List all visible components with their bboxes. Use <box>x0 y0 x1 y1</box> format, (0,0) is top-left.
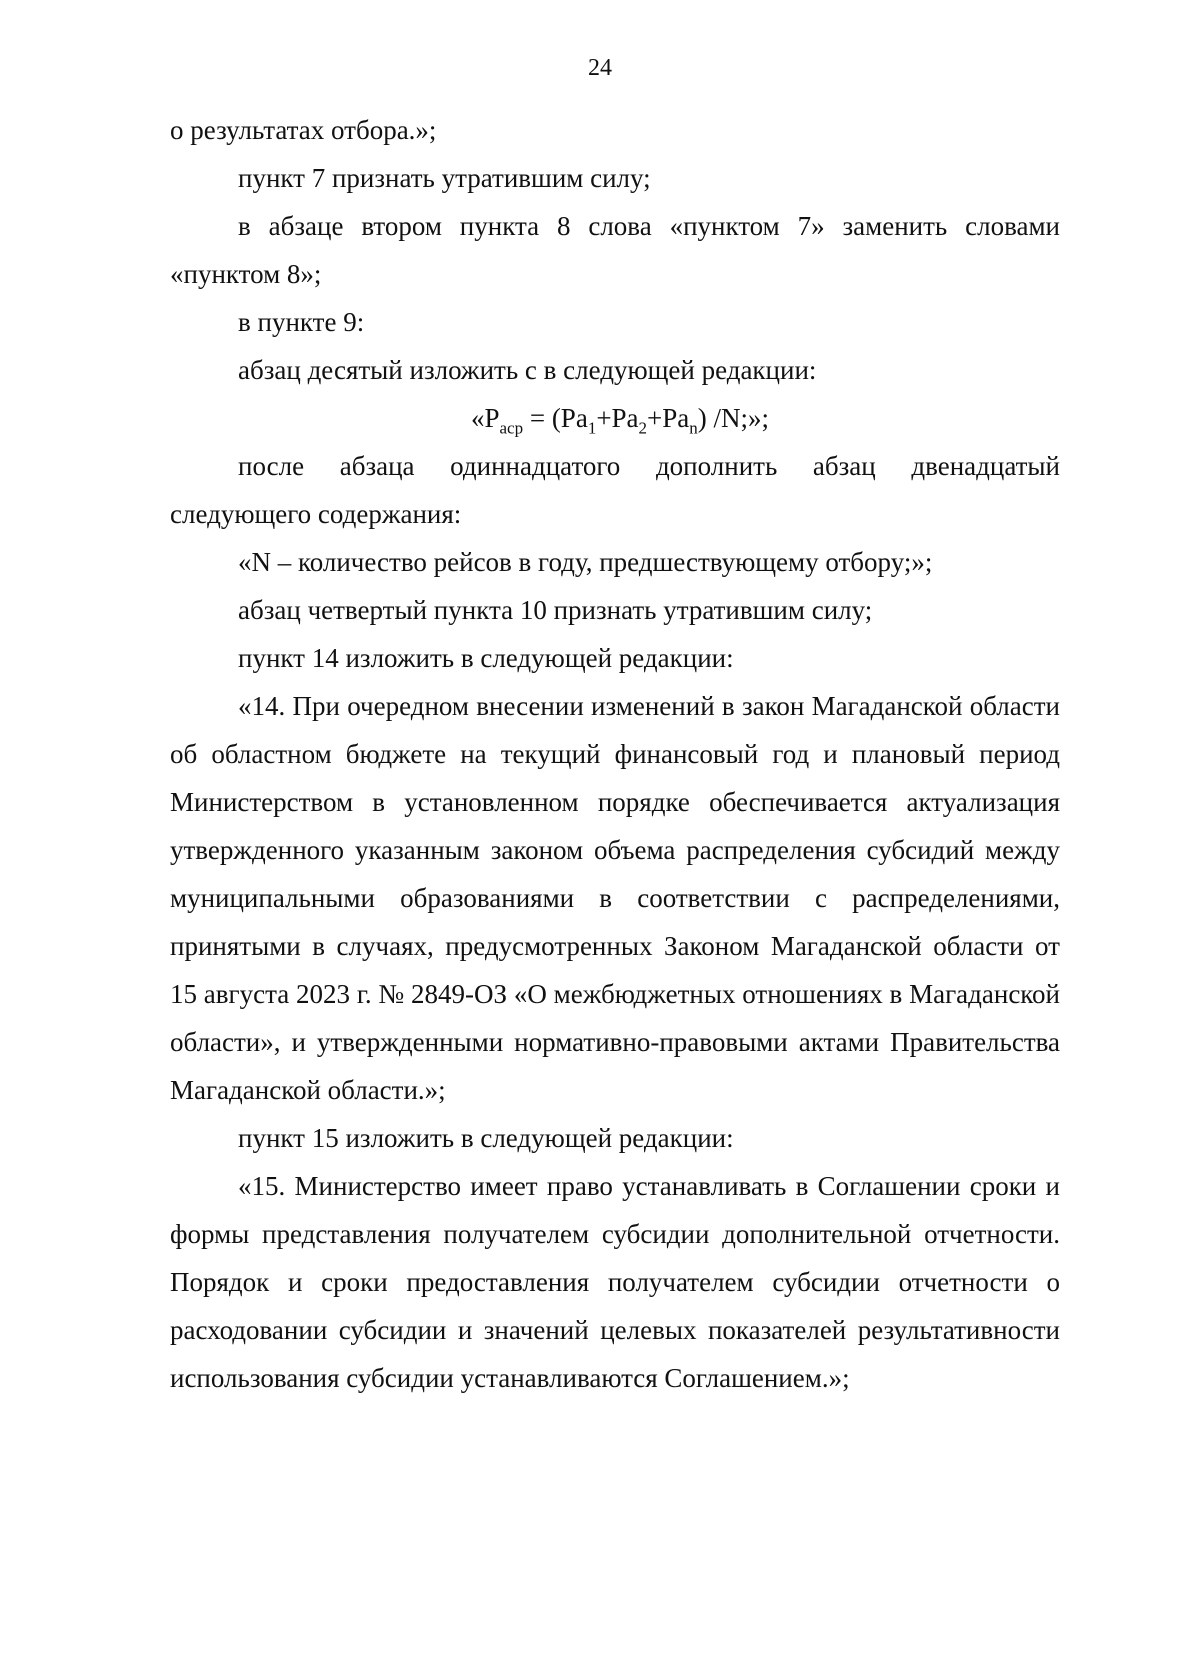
page-number: 24 <box>588 55 612 81</box>
paragraph-item-15-text: «15. Министерство имеет право устанавливать в Соглашении сроки и формы представления получателем субсидии дополнительной отчетности. Порядок и сроки предоставления получателем субсидии отчетности о расходовании субсидии и значений целевых показателей результативности использования субсидии устанавливаются Соглашением.»; <box>170 1171 1060 1393</box>
paragraph-n-definition: «N – количество рейсов в году, предшествующему отбору;»; <box>238 547 933 577</box>
paragraph-item-7-void: пункт 7 признать утратившим силу; <box>238 163 651 193</box>
paragraph-item-9-heading: в пункте 9: <box>238 307 365 337</box>
paragraph-item-14-heading: пункт 14 изложить в следующей редакции: <box>238 643 734 673</box>
paragraph-item-14-text: «14. При очередном внесении изменений в закон Магаданской области об областном бюджете на текущий финансовый год и плановый период Министерством в установленном порядке обеспечивается актуализация утвержденного указанным законом объема распределения субсидий между муниципальными образованиями в соответствии с распределениями, принятыми в случаях, предусмотренных Законом Магаданской области от 15 августа 2023 г. № 2849-ОЗ «О межбюджетных отношениях в Магаданской области», и утвержденными нормативно-правовыми актами Правительства Магаданской области.»; <box>170 691 1060 1105</box>
document-body <box>170 106 1060 1402</box>
paragraph-item-15-heading: пункт 15 изложить в следующей редакции: <box>238 1123 734 1153</box>
paragraph-item-8-replace: в абзаце втором пункта 8 слова «пунктом 7» заменить словами «пунктом 8»; <box>170 211 1060 289</box>
paragraph-results-of-selection: о результатах отбора.»; <box>170 115 437 145</box>
formula-average-flights: «$P_{аср} = (Pa_1+Pa_2+Pa_n)$ /N;»; <box>470 403 770 438</box>
paragraph-add-twelfth-abzac: после абзаца одиннадцатого дополнить абзац двенадцатый следующего содержания: <box>170 451 1060 529</box>
paragraph-item-10-void: абзац четвертый пункта 10 признать утратившим силу; <box>238 595 873 625</box>
paragraph-tenth-abzac: абзац десятый изложить с в следующей редакции: <box>238 355 817 385</box>
